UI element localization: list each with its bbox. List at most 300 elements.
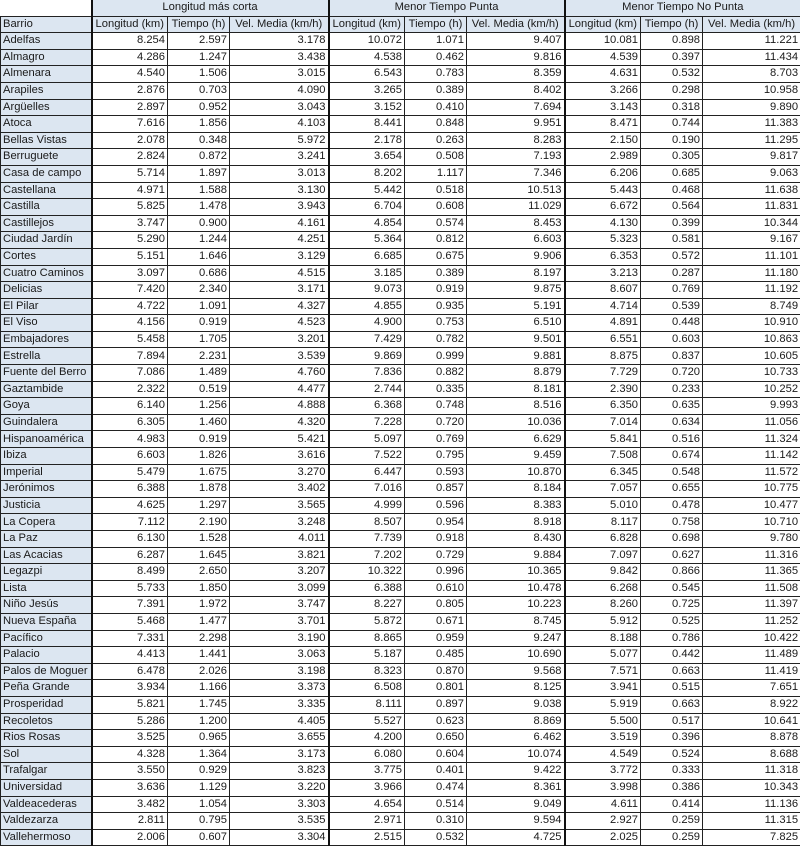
speed-cell: 10.074	[467, 746, 565, 763]
time-cell: 1.054	[168, 796, 230, 813]
barrio-cell: Estrella	[1, 348, 92, 365]
barrio-cell: Pacífico	[1, 630, 92, 647]
length-cell: 2.390	[565, 381, 641, 398]
speed-cell: 4.161	[230, 215, 329, 232]
corner-cell	[1, 0, 92, 16]
table-row	[1, 448, 800, 465]
time-cell: 0.786	[641, 630, 703, 647]
header-time-h: Tiempo (h)	[641, 16, 703, 33]
length-cell: 6.305	[92, 414, 168, 431]
group-header-shortest-length: Longitud más corta	[92, 0, 329, 16]
length-cell: 4.328	[92, 746, 168, 763]
speed-cell: 9.884	[467, 547, 565, 564]
speed-cell: 11.315	[703, 813, 800, 830]
time-cell: 0.572	[641, 248, 703, 265]
speed-cell: 10.910	[703, 315, 800, 332]
speed-cell: 10.223	[467, 597, 565, 614]
time-cell: 1.166	[168, 680, 230, 697]
barrio-cell: Palos de Moguer	[1, 663, 92, 680]
length-cell: 6.080	[329, 746, 405, 763]
speed-cell: 6.603	[467, 232, 565, 249]
length-cell: 2.515	[329, 829, 405, 846]
time-cell: 1.477	[168, 613, 230, 630]
speed-cell: 3.198	[230, 663, 329, 680]
time-cell: 0.623	[405, 713, 467, 730]
length-cell: 2.876	[92, 82, 168, 99]
speed-cell: 11.324	[703, 431, 800, 448]
length-cell: 5.323	[565, 232, 641, 249]
speed-cell: 3.402	[230, 481, 329, 498]
time-cell: 0.663	[641, 696, 703, 713]
time-cell: 1.646	[168, 248, 230, 265]
speed-cell: 10.422	[703, 630, 800, 647]
speed-cell: 10.870	[467, 464, 565, 481]
time-cell: 1.528	[168, 531, 230, 548]
table-row	[1, 813, 800, 830]
speed-cell: 8.749	[703, 298, 800, 315]
time-cell: 0.478	[641, 497, 703, 514]
table-row	[1, 116, 800, 133]
speed-cell: 11.142	[703, 448, 800, 465]
time-cell: 2.340	[168, 282, 230, 299]
length-cell: 8.471	[565, 116, 641, 133]
length-cell: 7.739	[329, 531, 405, 548]
time-cell: 0.729	[405, 547, 467, 564]
length-cell: 5.442	[329, 182, 405, 199]
length-cell: 5.187	[329, 647, 405, 664]
length-cell: 6.368	[329, 398, 405, 415]
table-row	[1, 829, 800, 846]
speed-cell: 8.184	[467, 481, 565, 498]
time-cell: 0.399	[641, 215, 703, 232]
length-cell: 6.206	[565, 165, 641, 182]
speed-cell: 7.825	[703, 829, 800, 846]
length-cell: 6.140	[92, 398, 168, 415]
length-cell: 2.744	[329, 381, 405, 398]
time-cell: 0.748	[405, 398, 467, 415]
length-cell: 3.636	[92, 779, 168, 796]
time-cell: 0.898	[641, 33, 703, 50]
barrio-cell: Valdezarza	[1, 813, 92, 830]
speed-cell: 4.251	[230, 232, 329, 249]
speed-cell: 8.516	[467, 398, 565, 415]
time-cell: 0.532	[405, 829, 467, 846]
time-cell: 0.414	[641, 796, 703, 813]
length-cell: 3.152	[329, 99, 405, 116]
length-cell: 6.508	[329, 680, 405, 697]
length-cell: 8.441	[329, 116, 405, 133]
time-cell: 2.650	[168, 564, 230, 581]
time-cell: 0.952	[168, 99, 230, 116]
speed-cell: 10.605	[703, 348, 800, 365]
time-cell: 0.516	[641, 431, 703, 448]
speed-cell: 10.036	[467, 414, 565, 431]
speed-cell: 9.501	[467, 331, 565, 348]
length-cell: 4.538	[329, 49, 405, 66]
speed-cell: 3.539	[230, 348, 329, 365]
length-cell: 4.611	[565, 796, 641, 813]
length-cell: 2.927	[565, 813, 641, 830]
table-row	[1, 663, 800, 680]
barrio-cell: Adelfas	[1, 33, 92, 50]
time-cell: 1.856	[168, 116, 230, 133]
table-row	[1, 348, 800, 365]
speed-cell: 11.295	[703, 132, 800, 149]
time-cell: 2.190	[168, 514, 230, 531]
length-cell: 9.073	[329, 282, 405, 299]
speed-cell: 7.193	[467, 149, 565, 166]
header-length-km: Longitud (km)	[92, 16, 168, 33]
barrio-cell: Jerónimos	[1, 481, 92, 498]
speed-cell: 9.906	[467, 248, 565, 265]
speed-cell: 9.816	[467, 49, 565, 66]
speed-cell: 8.430	[467, 531, 565, 548]
speed-cell: 10.344	[703, 215, 800, 232]
speed-cell: 10.478	[467, 580, 565, 597]
speed-cell: 8.402	[467, 82, 565, 99]
time-cell: 0.753	[405, 315, 467, 332]
barrio-cell: Imperial	[1, 464, 92, 481]
time-cell: 0.866	[641, 564, 703, 581]
length-cell: 4.631	[565, 66, 641, 83]
speed-cell: 6.462	[467, 730, 565, 747]
table-row	[1, 514, 800, 531]
length-cell: 5.458	[92, 331, 168, 348]
time-cell: 0.698	[641, 531, 703, 548]
length-cell: 5.872	[329, 613, 405, 630]
length-cell: 6.353	[565, 248, 641, 265]
time-cell: 0.918	[405, 531, 467, 548]
speed-cell: 3.063	[230, 647, 329, 664]
barrio-cell: Recoletos	[1, 713, 92, 730]
time-cell: 0.720	[405, 414, 467, 431]
barrio-cell: Las Acacias	[1, 547, 92, 564]
time-cell: 0.287	[641, 265, 703, 282]
length-cell: 3.747	[92, 215, 168, 232]
time-cell: 0.782	[405, 331, 467, 348]
time-cell: 1.972	[168, 597, 230, 614]
speed-cell: 3.178	[230, 33, 329, 50]
speed-cell: 10.690	[467, 647, 565, 664]
length-cell: 5.714	[92, 165, 168, 182]
speed-cell: 3.565	[230, 497, 329, 514]
length-cell: 8.507	[329, 514, 405, 531]
time-cell: 0.674	[641, 448, 703, 465]
barrio-cell: Lista	[1, 580, 92, 597]
barrio-cell: Berruguete	[1, 149, 92, 166]
table-row	[1, 66, 800, 83]
length-cell: 4.971	[92, 182, 168, 199]
table-row	[1, 431, 800, 448]
speed-cell: 3.943	[230, 199, 329, 216]
time-cell: 0.671	[405, 613, 467, 630]
length-cell: 2.078	[92, 132, 168, 149]
length-cell: 2.989	[565, 149, 641, 166]
barrio-cell: Nueva España	[1, 613, 92, 630]
time-cell: 0.872	[168, 149, 230, 166]
time-cell: 0.548	[641, 464, 703, 481]
speed-cell: 4.327	[230, 298, 329, 315]
table-row	[1, 149, 800, 166]
speed-cell: 10.958	[703, 82, 800, 99]
table-row	[1, 215, 800, 232]
length-cell: 5.468	[92, 613, 168, 630]
speed-cell: 4.320	[230, 414, 329, 431]
time-cell: 0.442	[641, 647, 703, 664]
table-row	[1, 531, 800, 548]
length-cell: 7.228	[329, 414, 405, 431]
time-cell: 0.389	[405, 82, 467, 99]
length-cell: 5.821	[92, 696, 168, 713]
table-row	[1, 232, 800, 249]
column-header-row	[1, 16, 800, 33]
speed-cell: 3.043	[230, 99, 329, 116]
barrio-cell: Vallehermoso	[1, 829, 92, 846]
table-row	[1, 49, 800, 66]
header-length-km: Longitud (km)	[329, 16, 405, 33]
length-cell: 3.097	[92, 265, 168, 282]
speed-cell: 3.747	[230, 597, 329, 614]
barrio-cell: La Paz	[1, 531, 92, 548]
length-cell: 5.479	[92, 464, 168, 481]
length-cell: 3.213	[565, 265, 641, 282]
length-cell: 6.287	[92, 547, 168, 564]
table-row	[1, 132, 800, 149]
time-cell: 0.298	[641, 82, 703, 99]
speed-cell: 5.972	[230, 132, 329, 149]
barrio-cell: Justicia	[1, 497, 92, 514]
speed-cell: 3.207	[230, 564, 329, 581]
speed-cell: 10.252	[703, 381, 800, 398]
time-cell: 0.634	[641, 414, 703, 431]
length-cell: 5.912	[565, 613, 641, 630]
time-cell: 0.389	[405, 265, 467, 282]
speed-cell: 3.373	[230, 680, 329, 697]
time-cell: 0.857	[405, 481, 467, 498]
length-cell: 3.265	[329, 82, 405, 99]
length-cell: 8.111	[329, 696, 405, 713]
group-header-row	[1, 0, 800, 16]
time-cell: 0.795	[405, 448, 467, 465]
length-cell: 4.722	[92, 298, 168, 315]
table-row	[1, 730, 800, 747]
length-cell: 7.391	[92, 597, 168, 614]
table-row	[1, 464, 800, 481]
time-cell: 1.745	[168, 696, 230, 713]
speed-cell: 3.171	[230, 282, 329, 299]
speed-cell: 8.283	[467, 132, 565, 149]
length-cell: 4.900	[329, 315, 405, 332]
length-cell: 6.388	[329, 580, 405, 597]
length-cell: 3.941	[565, 680, 641, 697]
speed-cell: 8.745	[467, 613, 565, 630]
time-cell: 0.919	[168, 315, 230, 332]
barrio-cell: Arapiles	[1, 82, 92, 99]
time-cell: 0.627	[641, 547, 703, 564]
header-avg-speed: Vel. Media (km/h)	[703, 16, 800, 33]
length-cell: 6.388	[92, 481, 168, 498]
length-cell: 7.429	[329, 331, 405, 348]
table-row	[1, 597, 800, 614]
barrio-cell: Cortes	[1, 248, 92, 265]
length-cell: 6.603	[92, 448, 168, 465]
length-cell: 3.654	[329, 149, 405, 166]
time-cell: 2.298	[168, 630, 230, 647]
speed-cell: 8.688	[703, 746, 800, 763]
table-row	[1, 680, 800, 697]
table-row	[1, 165, 800, 182]
time-cell: 0.515	[641, 680, 703, 697]
speed-cell: 10.513	[467, 182, 565, 199]
speed-cell: 4.725	[467, 829, 565, 846]
table-row	[1, 547, 800, 564]
length-cell: 4.654	[329, 796, 405, 813]
speed-cell: 4.888	[230, 398, 329, 415]
barrio-cell: Casa de campo	[1, 165, 92, 182]
length-cell: 4.549	[565, 746, 641, 763]
time-cell: 0.564	[641, 199, 703, 216]
speed-cell: 3.241	[230, 149, 329, 166]
time-cell: 0.519	[168, 381, 230, 398]
time-cell: 0.335	[405, 381, 467, 398]
time-cell: 0.348	[168, 132, 230, 149]
speed-cell: 4.011	[230, 531, 329, 548]
barrio-cell: Gaztambide	[1, 381, 92, 398]
barrio-cell: Hispanoamérica	[1, 431, 92, 448]
time-cell: 0.999	[405, 348, 467, 365]
group-header-min-time-offpeak: Menor Tiempo No Punta	[565, 0, 800, 16]
length-cell: 7.729	[565, 365, 641, 382]
length-cell: 8.202	[329, 165, 405, 182]
length-cell: 7.836	[329, 365, 405, 382]
length-cell: 4.891	[565, 315, 641, 332]
speed-cell: 3.701	[230, 613, 329, 630]
time-cell: 1.506	[168, 66, 230, 83]
speed-cell: 6.510	[467, 315, 565, 332]
barrio-cell: Embajadores	[1, 331, 92, 348]
table-row	[1, 199, 800, 216]
time-cell: 1.129	[168, 779, 230, 796]
length-cell: 2.897	[92, 99, 168, 116]
length-cell: 9.842	[565, 564, 641, 581]
time-cell: 0.805	[405, 597, 467, 614]
length-cell: 8.875	[565, 348, 641, 365]
barrio-cell: Rios Rosas	[1, 730, 92, 747]
time-cell: 0.608	[405, 199, 467, 216]
speed-cell: 9.167	[703, 232, 800, 249]
length-cell: 4.854	[329, 215, 405, 232]
speed-cell: 3.013	[230, 165, 329, 182]
speed-cell: 3.655	[230, 730, 329, 747]
length-cell: 7.086	[92, 365, 168, 382]
barrio-cell: Ciudad Jardín	[1, 232, 92, 249]
table-row	[1, 696, 800, 713]
time-cell: 0.603	[641, 331, 703, 348]
speed-cell: 11.316	[703, 547, 800, 564]
barrio-cell: Goya	[1, 398, 92, 415]
length-cell: 7.894	[92, 348, 168, 365]
time-cell: 0.518	[405, 182, 467, 199]
time-cell: 1.244	[168, 232, 230, 249]
table-row	[1, 414, 800, 431]
barrio-cell: Trafalgar	[1, 763, 92, 780]
speed-cell: 3.438	[230, 49, 329, 66]
speed-cell: 3.616	[230, 448, 329, 465]
length-cell: 5.364	[329, 232, 405, 249]
time-cell: 0.959	[405, 630, 467, 647]
time-cell: 0.310	[405, 813, 467, 830]
length-cell: 5.286	[92, 713, 168, 730]
barrio-cell: Universidad	[1, 779, 92, 796]
speed-cell: 8.878	[703, 730, 800, 747]
speed-cell: 10.343	[703, 779, 800, 796]
table-row	[1, 99, 800, 116]
barrio-cell: El Pilar	[1, 298, 92, 315]
length-cell: 9.869	[329, 348, 405, 365]
time-cell: 0.919	[168, 431, 230, 448]
length-cell: 4.413	[92, 647, 168, 664]
length-cell: 4.156	[92, 315, 168, 332]
table-row	[1, 580, 800, 597]
time-cell: 0.259	[641, 813, 703, 830]
length-cell: 5.077	[565, 647, 641, 664]
length-cell: 7.616	[92, 116, 168, 133]
header-avg-speed: Vel. Media (km/h)	[230, 16, 329, 33]
time-cell: 0.769	[641, 282, 703, 299]
speed-cell: 11.419	[703, 663, 800, 680]
length-cell: 6.551	[565, 331, 641, 348]
length-cell: 6.704	[329, 199, 405, 216]
header-length-km: Longitud (km)	[565, 16, 641, 33]
length-cell: 10.322	[329, 564, 405, 581]
length-cell: 8.260	[565, 597, 641, 614]
header-avg-speed: Vel. Media (km/h)	[467, 16, 565, 33]
time-cell: 1.489	[168, 365, 230, 382]
time-cell: 0.604	[405, 746, 467, 763]
barrio-cell: Palacio	[1, 647, 92, 664]
length-cell: 5.290	[92, 232, 168, 249]
speed-cell: 8.922	[703, 696, 800, 713]
speed-cell: 11.192	[703, 282, 800, 299]
barrio-cell: Bellas Vistas	[1, 132, 92, 149]
speed-cell: 8.869	[467, 713, 565, 730]
time-cell: 1.460	[168, 414, 230, 431]
time-cell: 0.897	[405, 696, 467, 713]
speed-cell: 9.780	[703, 531, 800, 548]
time-cell: 0.410	[405, 99, 467, 116]
time-cell: 2.026	[168, 663, 230, 680]
time-cell: 0.545	[641, 580, 703, 597]
speed-cell: 9.247	[467, 630, 565, 647]
time-cell: 0.263	[405, 132, 467, 149]
length-cell: 4.625	[92, 497, 168, 514]
speed-cell: 7.694	[467, 99, 565, 116]
length-cell: 8.117	[565, 514, 641, 531]
speed-cell: 8.879	[467, 365, 565, 382]
speed-cell: 3.099	[230, 580, 329, 597]
speed-cell: 3.220	[230, 779, 329, 796]
time-cell: 1.364	[168, 746, 230, 763]
table-row	[1, 564, 800, 581]
time-cell: 0.596	[405, 497, 467, 514]
barrio-cell: Castillejos	[1, 215, 92, 232]
speed-cell: 8.125	[467, 680, 565, 697]
time-cell: 1.247	[168, 49, 230, 66]
speed-cell: 7.346	[467, 165, 565, 182]
time-cell: 0.448	[641, 315, 703, 332]
time-cell: 1.441	[168, 647, 230, 664]
time-cell: 1.675	[168, 464, 230, 481]
